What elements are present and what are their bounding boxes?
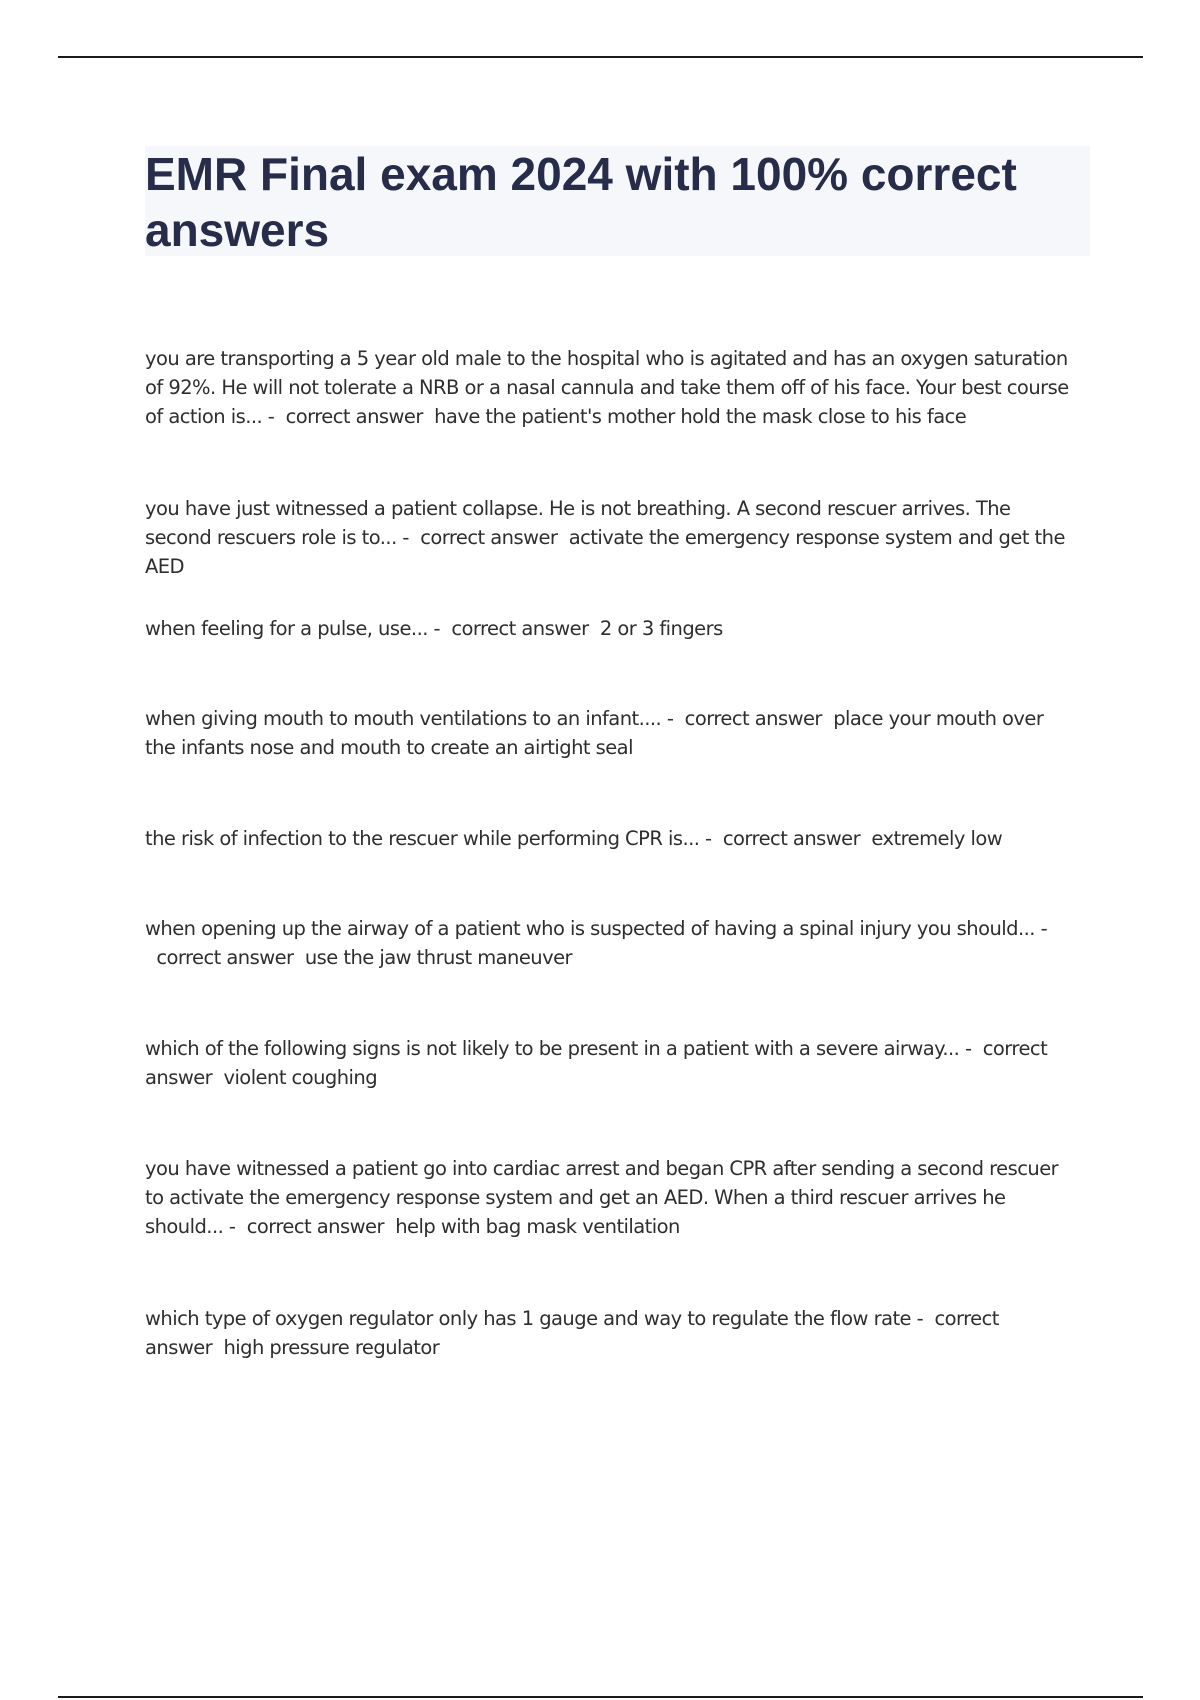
question-text: when giving mouth to mouth ventilations to an infant.... - — [145, 707, 674, 730]
qa-item — [145, 704, 1070, 762]
qa-item — [145, 344, 1070, 431]
answer-marker: correct answer — [145, 1307, 999, 1359]
question-text: you have witnessed a patient go into cardiac arrest and began CPR after sending a second rescuer to activate the emergency response system and get an AED. When a third rescuer arrives he should... - — [145, 1157, 1059, 1238]
answer-marker: correct answer — [420, 526, 558, 549]
qa-item — [145, 1304, 1070, 1362]
question-text: when feeling for a pulse, use... - — [145, 617, 441, 640]
question-text: you have just witnessed a patient collapse. He is not breathing. A second rescuer arrives. The second rescuers role is to... - — [145, 497, 1011, 549]
answer-marker: correct answer — [285, 405, 423, 428]
answer-text: extremely low — [871, 827, 1003, 850]
top-rule — [58, 56, 1143, 58]
answer-marker: correct answer — [722, 827, 861, 850]
qa-item — [145, 614, 723, 643]
qa-item — [145, 914, 1070, 972]
question-text: you are transporting a 5 year old male to the hospital who is agitated and has an oxygen saturation of 92%. He will not tolerate a NRB or a nasal cannula and take them off of his face. Your best course of action is... - — [145, 347, 1069, 428]
answer-text: violent coughing — [223, 1066, 378, 1089]
answer-text: help with bag mask ventilation — [395, 1215, 680, 1238]
answer-marker: correct answer — [684, 707, 822, 730]
answer-marker: correct answer — [246, 1215, 384, 1238]
answer-text: use the jaw thrust maneuver — [304, 946, 573, 969]
answer-text: have the patient's mother hold the mask close to his face — [434, 405, 967, 428]
qa-item — [145, 1154, 1070, 1241]
qa-item — [145, 1034, 1070, 1092]
question-text: the risk of infection to the rescuer while performing CPR is... - — [145, 827, 712, 850]
answer-text: high pressure regulator — [223, 1336, 440, 1359]
answer-marker: correct answer — [451, 617, 589, 640]
title-block — [145, 146, 1090, 256]
answer-marker: correct answer — [156, 946, 294, 969]
question-text: which type of oxygen regulator only has 1 gauge and way to regulate the flow rate - — [145, 1307, 924, 1330]
bottom-rule — [58, 1696, 1143, 1698]
question-text: when opening up the airway of a patient who is suspected of having a spinal injury you should... - — [145, 917, 1048, 940]
page-title: EMR Final exam 2024 with 100% correct answers — [145, 148, 1017, 256]
question-text: which of the following signs is not likely to be present in a patient with a severe airway... - — [145, 1037, 972, 1060]
qa-item — [145, 494, 1070, 581]
answer-text: activate the emergency response system and get the AED — [145, 526, 1065, 578]
answer-text: 2 or 3 fingers — [599, 617, 723, 640]
answer-text: place your mouth over the infants nose and mouth to create an airtight seal — [145, 707, 1044, 759]
qa-item — [145, 824, 1002, 853]
answer-marker: correct answer — [145, 1037, 1048, 1089]
